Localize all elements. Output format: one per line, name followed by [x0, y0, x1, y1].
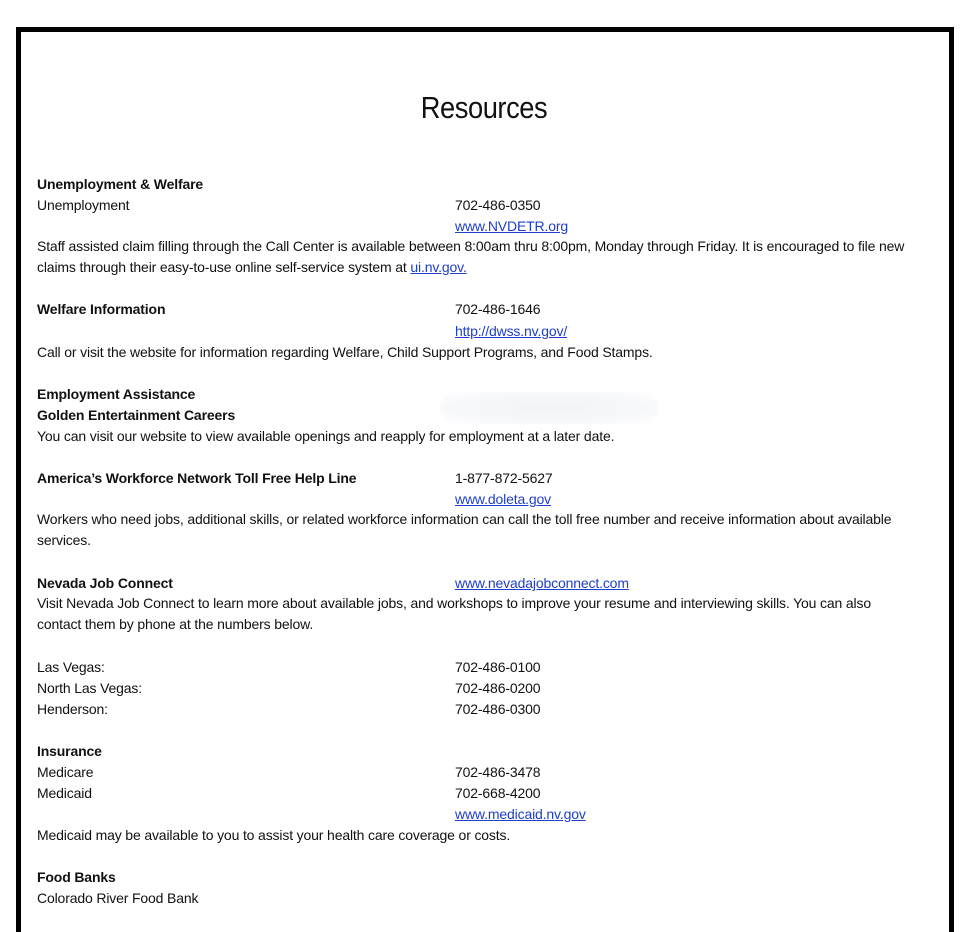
medicaid-link[interactable]: www.medicaid.nv.gov — [455, 806, 586, 822]
office-label-north-las-vegas: North Las Vegas: — [37, 680, 142, 696]
section-heading-food-banks: Food Banks — [37, 869, 116, 885]
page-title: Resources — [420, 90, 548, 125]
section-heading-nevada-job-connect: Nevada Job Connect — [37, 575, 173, 591]
medicaid-label: Medicaid — [37, 785, 92, 801]
medicare-label: Medicare — [37, 764, 94, 780]
medicare-phone: 702-486-3478 — [455, 764, 541, 780]
unemployment-description — [37, 236, 917, 278]
blurred-region — [440, 392, 660, 424]
unemployment-description-text: Staff assisted claim filling through the Call Center is available between 8:00am thru 8:00pm, Monday through Friday. It is encouraged to file new claims through their easy-to-use online self-service system at — [37, 238, 905, 275]
dwss-link[interactable]: http://dwss.nv.gov/ — [455, 323, 568, 339]
medicaid-phone: 702-668-4200 — [455, 785, 541, 801]
nevadajobconnect-link[interactable]: www.nevadajobconnect.com — [455, 575, 629, 591]
section-heading-welfare-information: Welfare Information — [37, 301, 166, 317]
nvdetr-link[interactable]: www.NVDETR.org — [455, 218, 569, 234]
workforce-phone: 1-877-872-5627 — [455, 470, 553, 486]
unemployment-label: Unemployment — [37, 197, 130, 213]
food-bank-item: Colorado River Food Bank — [37, 890, 199, 906]
section-heading-unemployment-welfare: Unemployment & Welfare — [37, 176, 204, 192]
office-label-henderson: Henderson: — [37, 701, 108, 717]
section-heading-employment-assistance: Employment Assistance — [37, 386, 196, 402]
unemployment-phone: 702-486-0350 — [455, 197, 541, 213]
insurance-description: Medicaid may be available to you to assist your health care coverage or costs. — [37, 827, 511, 843]
office-phone-las-vegas: 702-486-0100 — [455, 659, 541, 675]
office-label-las-vegas: Las Vegas: — [37, 659, 105, 675]
section-heading-insurance: Insurance — [37, 743, 102, 759]
employment-description: You can visit our website to view available openings and reapply for employment at a later date. — [37, 428, 615, 444]
welfare-description: Call or visit the website for information regarding Welfare, Child Support Programs, and Food Stamps. — [37, 344, 653, 360]
doleta-link[interactable]: www.doleta.gov — [455, 491, 551, 507]
welfare-phone: 702-486-1646 — [455, 301, 541, 317]
office-phone-north-las-vegas: 702-486-0200 — [455, 680, 541, 696]
workforce-description: Workers who need jobs, additional skills, or related workforce information can call the toll free number and receive information about available services. — [37, 511, 892, 548]
jobconnect-description: Visit Nevada Job Connect to learn more about available jobs, and workshops to improve your resume and interviewing skills. You can also contact them by phone at the numbers below. — [37, 595, 871, 632]
office-phone-henderson: 702-486-0300 — [455, 701, 541, 717]
section-heading-workforce-network: America’s Workforce Network Toll Free Help Line — [37, 470, 357, 486]
ui-nv-gov-link[interactable]: ui.nv.gov. — [410, 259, 467, 275]
golden-entertainment-careers: Golden Entertainment Careers — [37, 407, 236, 423]
